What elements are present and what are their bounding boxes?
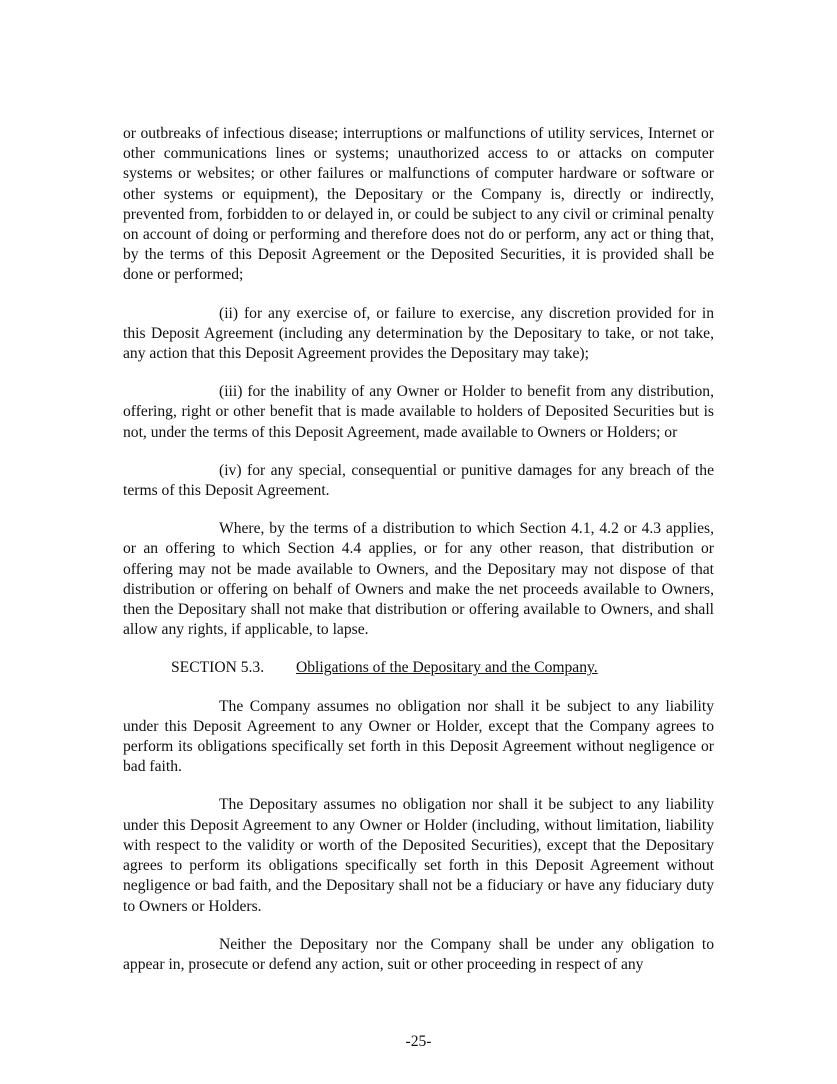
paragraph-continuation: or outbreaks of infectious disease; interruptions or malfunctions of utility services, Internet or other communications lines or systems; unauthorized access to or attacks on computer systems or websites; or other failures or malfunctions of computer hardware or software or other systems or equipment), the Depositary or the Company is, directly or indirectly, prevented from, forbidden to or delayed in, or could be subject to any civil or criminal penalty on account of doing or performing and therefore does not do or perform, any act or thing that, by the terms of this Deposit Agreement or the Deposited Securities, it is provided shall be done or performed; <box>123 125 714 284</box>
depositary-obligation-paragraph: The Depositary assumes no obligation nor shall it be subject to any liability under this Deposit Agreement to any Owner or Holder (including, without limitation, liability with respect to the validity or worth of the Deposited Securities), except that the Depositary agrees to perform its obligations specifically set forth in this Deposit Agreement without negligence or bad faith, and the Depositary shall not be a fiduciary or have any fiduciary duty to Owners or Holders. <box>123 796 714 915</box>
section-heading <box>123 658 714 678</box>
proceedings-paragraph: Neither the Depositary nor the Company shall be under any obligation to appear in, prosecute or defend any action, suit or other proceeding in respect of any <box>123 935 714 973</box>
page-number: -25- <box>405 1033 432 1050</box>
section-number: SECTION 5.3. <box>171 659 265 677</box>
document-body <box>123 124 714 993</box>
clause-iii: (iii) for the inability of any Owner or Holder to benefit from any distribution, offering, right or other benefit that is made available to holders of Deposited Securities but is not, under the terms of this Deposit Agreement, made available to Owners or Holders; or <box>123 383 714 441</box>
company-obligation-paragraph: The Company assumes no obligation nor shall it be subject to any liability under this Deposit Agreement to any Owner or Holder, except that the Company agrees to perform its obligations specifically set forth in this Deposit Agreement without negligence or bad faith. <box>123 697 714 776</box>
clause-ii: (ii) for any exercise of, or failure to exercise, any discretion provided for in this Deposit Agreement (including any determination by the Depositary to take, or not take, any action that this Deposit Agreement provides the Depositary may take); <box>123 304 714 363</box>
clause-iv: (iv) for any special, consequential or punitive damages for any breach of the terms of this Deposit Agreement. <box>123 461 714 500</box>
distribution-paragraph: Where, by the terms of a distribution to which Section 4.1, 4.2 or 4.3 applies, or an offering to which Section 4.4 applies, or for any other reason, that distribution or offering may not be made available to Owners, and the Depositary may not dispose of that distribution or offering on behalf of Owners and make the net proceeds available to Owners, then the Depositary shall not make that distribution or offering available to Owners, and shall allow any rights, if applicable, to lapse. <box>123 520 714 639</box>
section-title: Obligations of the Depositary and the Company. <box>296 659 598 677</box>
